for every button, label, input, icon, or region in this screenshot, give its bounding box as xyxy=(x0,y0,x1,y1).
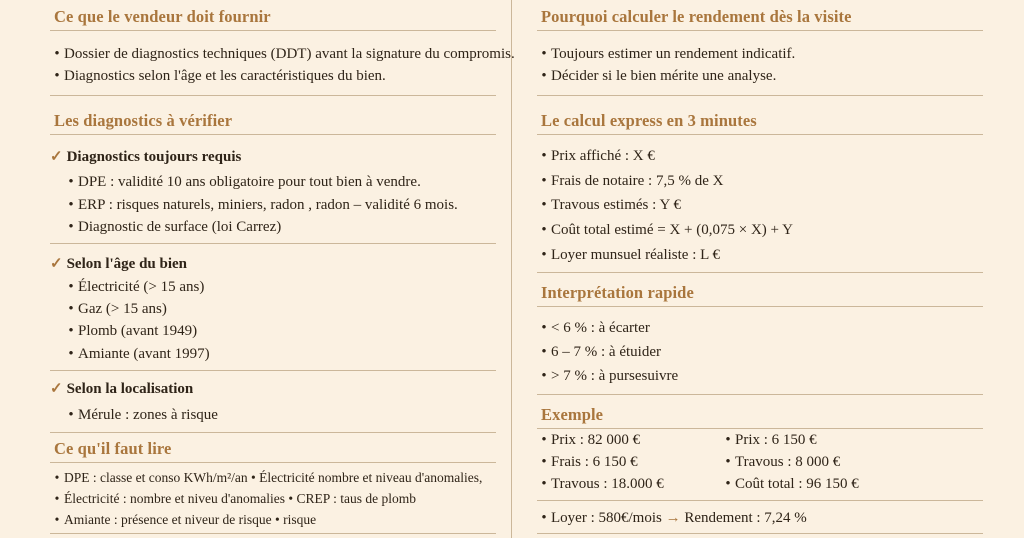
bullet-icon: • xyxy=(68,346,74,362)
list-item: • Prix : 6 150 € xyxy=(721,430,983,450)
bullet-icon: • xyxy=(541,320,547,336)
left-column xyxy=(50,0,515,538)
list-item: • Décider si le bien mérite une analyse. xyxy=(537,66,983,86)
list-item: • Gaz (> 15 ans) xyxy=(50,299,496,319)
arrow-right-icon: → xyxy=(665,510,681,526)
divider xyxy=(537,95,983,96)
group-head: ✓ Selon la localisation xyxy=(50,381,194,397)
list-item: • DPE : validité 10 ans obligatoire pour tout bien à vendre. xyxy=(50,172,496,192)
check-icon: ✓ xyxy=(50,256,63,272)
section-title: Exemple xyxy=(537,402,983,429)
bullet-icon: • xyxy=(68,407,74,423)
bullet-icon: • xyxy=(541,510,547,526)
section-interpretation xyxy=(537,280,983,307)
bullet-icon: • xyxy=(541,46,547,62)
check-icon: ✓ xyxy=(50,381,63,397)
bullet-icon: • xyxy=(541,173,547,189)
divider xyxy=(50,243,496,244)
column-divider xyxy=(511,0,512,538)
group-head: ✓ Selon l'âge du bien xyxy=(50,256,188,272)
list-item: • Travous : 8 000 € xyxy=(721,452,983,472)
bullet-icon: • xyxy=(68,174,74,190)
section-title: Ce que le vendeur doit fournir xyxy=(50,4,496,31)
section-calc xyxy=(537,108,983,135)
section-title: Ce qu'il faut lire xyxy=(50,436,496,463)
list-item: • > 7 % : à pursesuivre xyxy=(537,366,983,386)
section-example xyxy=(537,402,983,429)
right-column xyxy=(537,0,983,538)
check-icon: ✓ xyxy=(50,149,63,165)
bullet-icon: • xyxy=(54,491,60,506)
divider xyxy=(537,394,983,395)
bullet-icon: • xyxy=(725,476,731,492)
divider xyxy=(50,370,496,371)
list-item: • Frais de notaire : 7,5 % de X xyxy=(537,171,983,191)
list-item: • Mérule : zones à risque xyxy=(50,405,496,425)
list-item: • Prix affiché : X € xyxy=(537,146,983,166)
list-item: • Dossier de diagnostics techniques (DDT) avant la signature du compromis. xyxy=(50,44,496,64)
bullet-icon: • xyxy=(68,279,74,295)
section-title: Les diagnostics à vérifier xyxy=(50,108,496,135)
section-why xyxy=(537,4,983,31)
bullet-icon: • xyxy=(541,476,547,492)
divider xyxy=(50,95,496,96)
bullet-icon: • xyxy=(54,512,60,527)
list-item: • Amiante (avant 1997) xyxy=(50,344,496,364)
list-item: • Amiante : présence et niveur de risque • risque xyxy=(50,510,496,530)
list-item: • Travous estimés : Y € xyxy=(537,195,983,215)
divider xyxy=(50,432,496,433)
bullet-icon: • xyxy=(541,148,547,164)
bullet-icon: • xyxy=(54,470,60,485)
section-diagnostics xyxy=(50,108,496,135)
bullet-icon: • xyxy=(541,344,547,360)
list-item: • Coût total : 96 150 € xyxy=(721,474,983,494)
section-read xyxy=(50,436,496,463)
bullet-icon: • xyxy=(541,454,547,470)
section-title: Interprétation rapide xyxy=(537,280,983,307)
list-item: • ERP : risques naturels, miniers, radon , radon – validité 6 mois. xyxy=(50,195,496,215)
list-item: • Diagnostic de surface (loi Carrez) xyxy=(50,217,496,237)
group-head: ✓ Diagnostics toujours requis xyxy=(50,149,242,165)
list-item: • 6 – 7 % : à étuider xyxy=(537,342,983,362)
list-item: • DPE : classe et conso KWh/m²/an • Électricité nombre et niveau d'anomalies, xyxy=(50,468,496,488)
bullet-icon: • xyxy=(54,46,60,62)
list-item: • Électricité : nombre et niveu d'anomalies • CREP : taus de plomb xyxy=(50,489,496,509)
bullet-icon: • xyxy=(541,432,547,448)
bullet-icon: • xyxy=(541,247,547,263)
bullet-icon: • xyxy=(541,68,547,84)
list-item: • < 6 % : à écarter xyxy=(537,318,983,338)
list-item: • Frais : 6 150 € xyxy=(537,452,983,472)
divider xyxy=(537,533,983,534)
list-item: • Plomb (avant 1949) xyxy=(50,321,496,341)
bullet-icon: • xyxy=(68,219,74,235)
divider xyxy=(537,272,983,273)
bullet-icon: • xyxy=(68,197,74,213)
bullet-icon: • xyxy=(54,68,60,84)
list-item: • Travous : 18.000 € xyxy=(537,474,983,494)
list-item: • Électricité (> 15 ans) xyxy=(50,277,496,297)
list-item: • Diagnostics selon l'âge et les caractéristiques du bien. xyxy=(50,66,496,86)
section-title: Pourquoi calculer le rendement dès la visite xyxy=(537,4,983,31)
list-item: • Prix : 82 000 € xyxy=(537,430,983,450)
bullet-icon: • xyxy=(541,368,547,384)
list-item: • Toujours estimer un rendement indicatif. xyxy=(537,44,983,64)
list-item: • Loyer munsuel réaliste : L € xyxy=(537,245,983,265)
bullet-icon: • xyxy=(541,197,547,213)
divider xyxy=(50,533,496,534)
result-line: • Loyer : 580€/mois → Rendement : 7,24 % xyxy=(537,508,983,528)
bullet-icon: • xyxy=(725,432,731,448)
section-vendor xyxy=(50,4,496,31)
divider xyxy=(537,500,983,501)
bullet-icon: • xyxy=(68,323,74,339)
bullet-icon: • xyxy=(68,301,74,317)
bullet-icon: • xyxy=(725,454,731,470)
bullet-icon: • xyxy=(541,222,547,238)
section-title: Le calcul express en 3 minutes xyxy=(537,108,983,135)
list-item: • Coût total estimé = X + (0,075 × X) + Y xyxy=(537,220,983,240)
